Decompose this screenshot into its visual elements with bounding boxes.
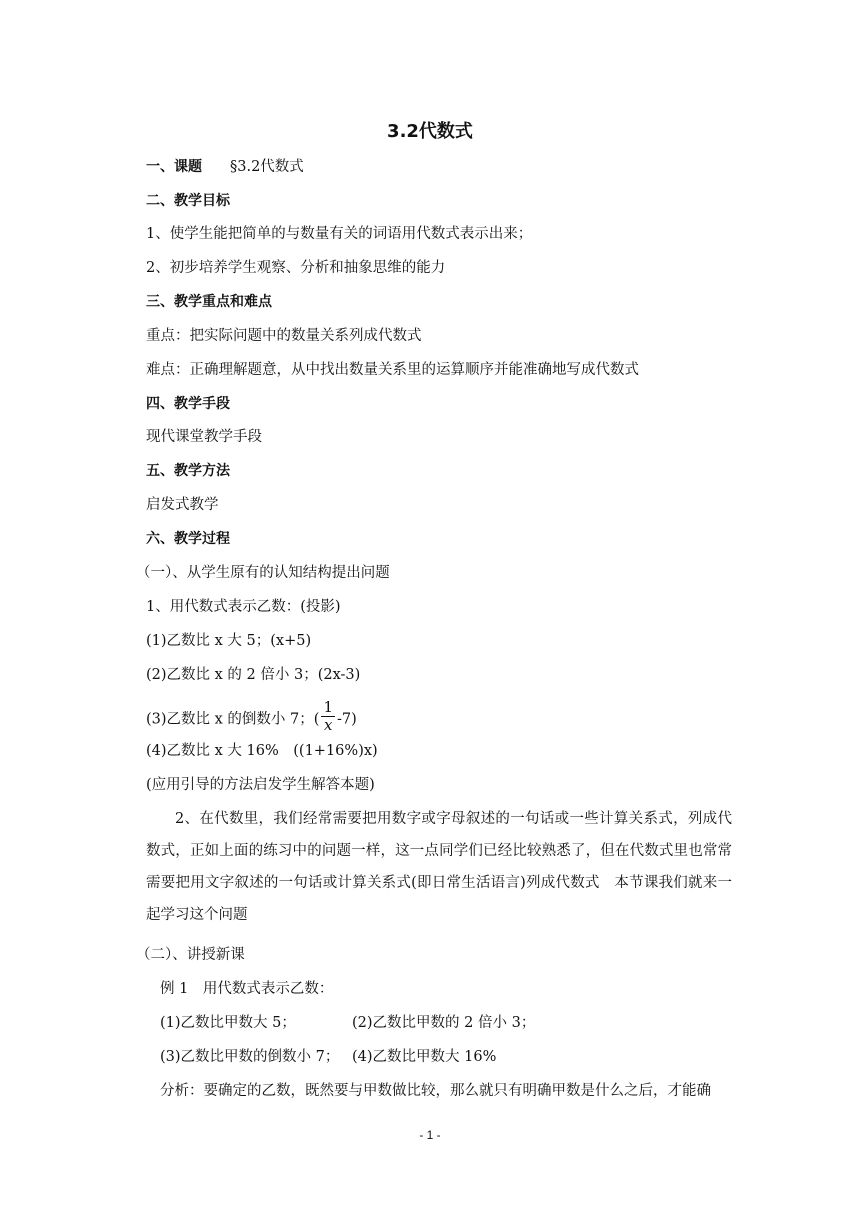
- example-1: 例 1 用代数式表示乙数：: [160, 981, 334, 997]
- subsection-1-heading: （一）、从学生原有的认知结构提出问题: [136, 565, 390, 581]
- analysis-text: 分析：要确定的乙数，既然要与甲数做比较，那么就只有明确甲数是什么之后，才能确: [160, 1083, 711, 1099]
- question-1: 1、用代数式表示乙数：(投影): [146, 599, 341, 615]
- question-1-item-1: (1)乙数比 x 大 5；(x+5): [146, 633, 312, 649]
- example-1-item-3: (3)乙数比甲数的倒数小 7；: [160, 1049, 340, 1065]
- section-1-text: §3.2代数式: [230, 159, 304, 175]
- fraction-numerator: 1: [323, 698, 333, 716]
- fraction-denominator: x: [323, 716, 333, 734]
- section-1-heading: 一、课题: [146, 159, 202, 175]
- section-3-item-2: 难点：正确理解题意，从中找出数量关系里的运算顺序并能准确地写成代数式: [146, 362, 639, 378]
- section-2-heading: 二、教学目标: [146, 193, 230, 209]
- section-4-text: 现代课堂教学手段: [146, 429, 262, 445]
- question-1-item-4: (4)乙数比 x 大 16% ((1+16%)x): [146, 743, 378, 759]
- question-2-paragraph: 2、在代数里，我们经常需要把用数字或字母叙述的一句话或一些计算关系式，列成代数式，正如上面的练习中的问题一样，这一点同学们已经比较熟悉了，但在代数式里也常常需要把用文字叙述的一句话或计算关系式(即日常生活语言)列成代数式 本节课我们就来一起学习这个问题: [146, 811, 732, 923]
- fraction-one-over-x: [321, 699, 335, 734]
- section-4-heading: 四、教学手段: [146, 396, 230, 412]
- example-1-item-2: (2)乙数比甲数的 2 倍小 3；: [352, 1015, 536, 1031]
- section-2-item-2: 2、初步培养学生观察、分析和抽象思维的能力: [146, 260, 446, 276]
- section-5-heading: 五、教学方法: [146, 463, 230, 479]
- example-1-item-1: (1)乙数比甲数大 5；: [160, 1015, 296, 1031]
- section-3-item-1: 重点：把实际问题中的数量关系列成代数式: [146, 328, 422, 344]
- question-1-item-3-suffix: -7): [336, 711, 357, 728]
- example-1-item-4: (4)乙数比甲数大 16%: [352, 1049, 497, 1065]
- section-2-item-1: 1、使学生能把简单的与数量有关的词语用代数式表示出来；: [146, 226, 533, 242]
- section-6-heading: 六、教学过程: [146, 531, 230, 547]
- question-1-item-3: [146, 698, 357, 737]
- subsection-2-heading: （二）、讲授新课: [136, 947, 245, 963]
- section-1: [146, 157, 304, 177]
- question-1-item-2: (2)乙数比 x 的 2 倍小 3；(2x-3): [146, 667, 361, 683]
- question-1-note: (应用引导的方法启发学生解答本题): [146, 777, 375, 793]
- section-3-heading: 三、教学重点和难点: [146, 294, 272, 310]
- page-number: - 1 -: [419, 1128, 441, 1142]
- question-1-item-3-prefix: (3)乙数比 x 的倒数小 7；(: [146, 711, 320, 728]
- document-title: 3.2代数式: [387, 121, 473, 142]
- section-5-text: 启发式教学: [146, 497, 219, 513]
